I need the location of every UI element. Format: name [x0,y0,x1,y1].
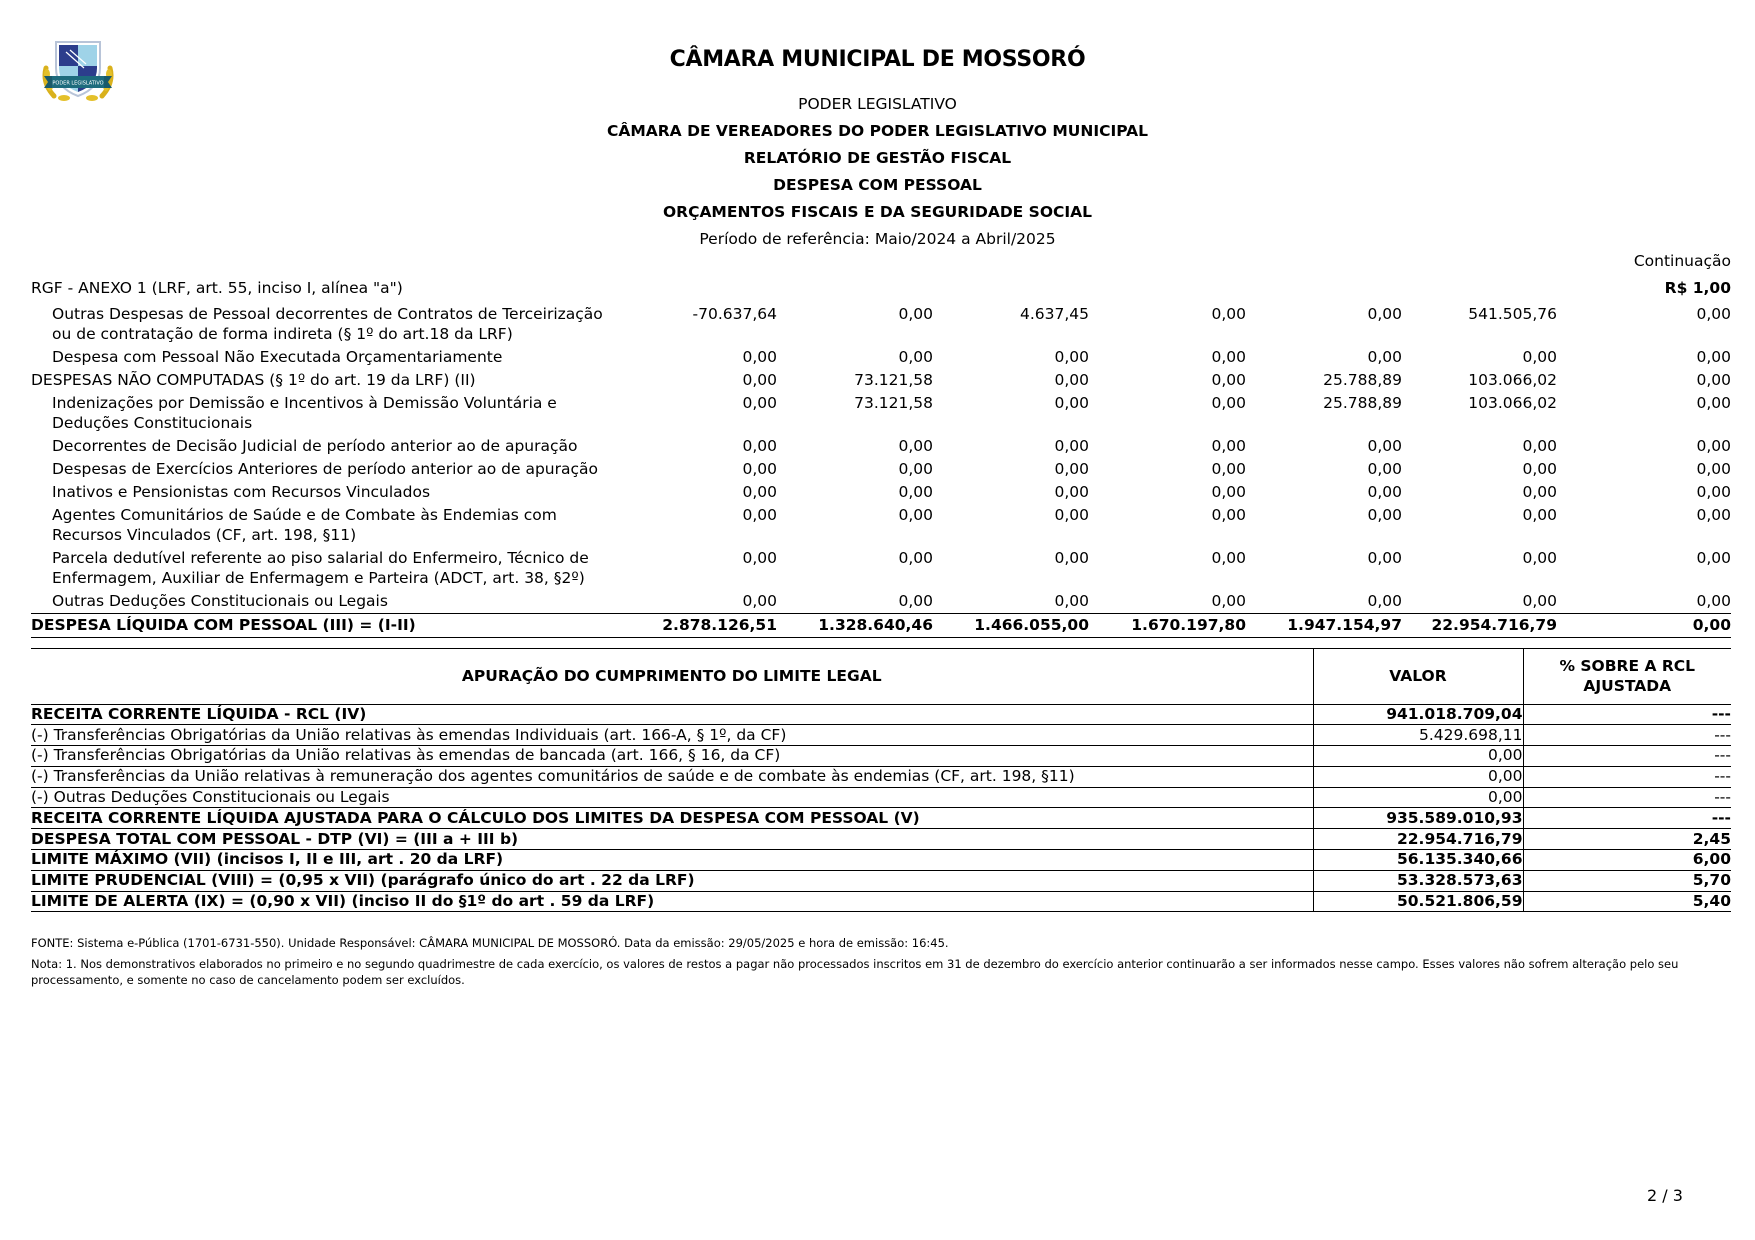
table-row [31,369,1731,392]
apuracao-valor: 50.521.806,59 [1313,891,1523,912]
value-cell: -70.637,64 [692,305,777,323]
apuracao-label: (-) Outras Deduções Constitucionais ou Legais [31,787,1313,808]
table-row [31,346,1731,369]
apuracao-label: LIMITE MÁXIMO (VII) (incisos I, II e III, art . 20 da LRF) [31,850,1313,871]
value-cell: 25.788,89 [1323,394,1402,412]
value-cell: 0,00 [1367,483,1402,501]
value-cell: 0,00 [1696,506,1731,524]
apuracao-percentual: --- [1523,725,1731,746]
value-cell: 22.954.716,79 [1402,614,1557,638]
value-cell: 0,00 [1522,506,1557,524]
value-cell: 0,00 [1696,305,1731,323]
header-line-despesa: DESPESA COM PESSOAL [773,176,982,194]
header-line-camara: CÂMARA DE VEREADORES DO PODER LEGISLATIVO MUNICIPAL [606,122,1149,140]
apuracao-row [31,766,1731,787]
table-row [31,392,1731,435]
value-cell: 0,00 [1522,460,1557,478]
table-row [31,458,1731,481]
value-cell: 0,00 [1211,348,1246,366]
header-line-poder: PODER LEGISLATIVO [798,95,957,113]
apuracao-valor: 941.018.709,04 [1313,704,1523,725]
value-cell: 0,00 [1367,437,1402,455]
row-label: Despesas de Exercícios Anteriores de período anterior ao de apuração [52,460,599,478]
apuracao-label: RECEITA CORRENTE LÍQUIDA AJUSTADA PARA O CÁLCULO DOS LIMITES DA DESPESA COM PESSOAL (V) [31,808,1313,829]
value-cell: 0,00 [1211,460,1246,478]
apuracao-valor: 5.429.698,11 [1313,725,1523,746]
row-label: DESPESAS NÃO COMPUTADAS (§ 1º do art. 19 da LRF) (II) [31,371,476,389]
value-cell: 0,00 [1054,437,1089,455]
value-cell: 0,00 [1211,394,1246,412]
apuracao-valor: 53.328.573,63 [1313,870,1523,891]
value-cell: 0,00 [1696,348,1731,366]
unit-label: R$ 1,00 [1664,279,1731,297]
apuracao-percentual: --- [1523,704,1731,725]
value-cell: 0,00 [1054,592,1089,610]
apuracao-header-descricao: APURAÇÃO DO CUMPRIMENTO DO LIMITE LEGAL [31,648,1313,704]
value-cell: 0,00 [1211,483,1246,501]
value-cell: 0,00 [1367,460,1402,478]
apuracao-header-row [31,648,1731,704]
value-cell: 0,00 [1054,348,1089,366]
value-cell: 0,00 [1054,460,1089,478]
value-cell: 0,00 [742,460,777,478]
value-cell: 25.788,89 [1323,371,1402,389]
value-cell: 0,00 [1696,371,1731,389]
continuacao-label: Continuação [1633,252,1731,270]
value-cell: 0,00 [1696,483,1731,501]
value-cell: 103.066,02 [1468,371,1557,389]
apuracao-header-percentual: % SOBRE A RCL AJUSTADA [1523,648,1731,704]
value-cell: 0,00 [898,460,933,478]
apuracao-label: RECEITA CORRENTE LÍQUIDA - RCL (IV) [31,704,1313,725]
table-row [31,590,1731,614]
value-cell: 1.328.640,46 [777,614,933,638]
value-cell: 0,00 [1054,394,1089,412]
svg-text:PODER LEGISLATIVO: PODER LEGISLATIVO [52,80,104,87]
value-cell: 0,00 [1557,614,1731,638]
header-line-relatorio: RELATÓRIO DE GESTÃO FISCAL [743,149,1012,167]
value-cell: 0,00 [898,506,933,524]
value-cell: 0,00 [898,483,933,501]
apuracao-percentual: --- [1523,787,1731,808]
row-label: Indenizações por Demissão e Incentivos à Demissão Voluntária e Deduções Constitucionais [52,394,557,432]
value-cell: 0,00 [742,483,777,501]
apuracao-percentual: 5,40 [1523,891,1731,912]
value-cell: 0,00 [1211,549,1246,567]
apuracao-valor: 0,00 [1313,766,1523,787]
value-cell: 0,00 [1054,506,1089,524]
row-label: Outras Deduções Constitucionais ou Legais [52,592,388,610]
value-cell: 1.466.055,00 [933,614,1089,638]
value-cell: 0,00 [898,592,933,610]
apuracao-label: (-) Transferências da União relativas à remuneração dos agentes comunitários de saúde e de combate às endemias (CF, art. 198, §11) [31,766,1313,787]
apuracao-label: (-) Transferências Obrigatórias da União relativas às emendas de bancada (art. 166, § 16, da CF) [31,746,1313,767]
value-cell: 0,00 [1696,394,1731,412]
apuracao-label: LIMITE DE ALERTA (IX) = (0,90 x VII) (inciso II do §1º do art . 59 da LRF) [31,891,1313,912]
apuracao-label: DESPESA TOTAL COM PESSOAL - DTP (VI) = (III a + III b) [31,829,1313,850]
value-cell: 0,00 [1696,592,1731,610]
apuracao-table [31,648,1731,912]
value-cell: 0,00 [1211,305,1246,323]
header-line-periodo: Período de referência: Maio/2024 a Abril/2025 [699,230,1056,248]
value-cell: 0,00 [1211,506,1246,524]
apuracao-row [31,746,1731,767]
value-cell: 0,00 [898,437,933,455]
apuracao-percentual: 5,70 [1523,870,1731,891]
apuracao-valor: 22.954.716,79 [1313,829,1523,850]
page-title: CÂMARA MUNICIPAL DE MOSSORÓ [669,47,1086,72]
row-label: Agentes Comunitários de Saúde e de Combate às Endemias com Recursos Vinculados (CF, art. 198, §11) [52,506,557,544]
value-cell: 0,00 [1696,437,1731,455]
apuracao-row [31,870,1731,891]
value-cell: 0,00 [742,549,777,567]
value-cell: 0,00 [742,437,777,455]
value-cell: 0,00 [1211,437,1246,455]
apuracao-percentual: --- [1523,746,1731,767]
fonte-note: FONTE: Sistema e-Pública (1701-6731-550). Unidade Responsável: CÂMARA MUNICIPAL DE MOSSORÓ. Data da emissão: 29/05/2025 e hora de emissão: 16:45. [31,936,949,950]
apuracao-row [31,808,1731,829]
value-cell: 0,00 [742,592,777,610]
apuracao-percentual: --- [1523,766,1731,787]
value-cell: 103.066,02 [1468,394,1557,412]
table-row [31,481,1731,504]
value-cell: 0,00 [1054,371,1089,389]
value-cell: 1.670.197,80 [1089,614,1246,638]
row-label: DESPESA LÍQUIDA COM PESSOAL (III) = (I-II) [31,614,611,638]
row-label: Decorrentes de Decisão Judicial de período anterior ao de apuração [52,437,578,455]
value-cell: 0,00 [742,394,777,412]
apuracao-row [31,891,1731,912]
page-number: 2 / 3 [1647,1186,1683,1205]
value-cell: 0,00 [1367,506,1402,524]
value-cell: 0,00 [742,506,777,524]
value-cell: 4.637,45 [1019,305,1089,323]
value-cell: 0,00 [898,305,933,323]
row-label: Despesa com Pessoal Não Executada Orçamentariamente [52,348,503,366]
apuracao-label: (-) Transferências Obrigatórias da União relativas às emendas Individuais (art. 166-A, § 1º, da CF) [31,725,1313,746]
value-cell: 0,00 [1522,592,1557,610]
value-cell: 1.947.154,97 [1246,614,1402,638]
value-cell: 0,00 [742,371,777,389]
apuracao-row [31,850,1731,871]
value-cell: 73.121,58 [854,394,933,412]
value-cell: 0,00 [1696,460,1731,478]
apuracao-row [31,704,1731,725]
value-cell: 0,00 [1211,371,1246,389]
value-cell: 0,00 [1367,549,1402,567]
apuracao-row [31,725,1731,746]
row-label: Inativos e Pensionistas com Recursos Vinculados [52,483,431,501]
value-cell: 0,00 [1367,348,1402,366]
value-cell: 0,00 [1367,592,1402,610]
value-cell: 0,00 [1211,592,1246,610]
value-cell: 0,00 [1522,549,1557,567]
nota-text: Nota: 1. Nos demonstrativos elaborados no primeiro e no segundo quadrimestre de cada exercício, os valores de restos a pagar não processados inscritos em 31 de dezembro do exercício anterior continuarão a ser informados nesse campo. Esses valores não sofrem alteração pelo seu processamento, e somente no caso de cancelamento podem ser excluídos. [31,957,1679,987]
apuracao-percentual: 6,00 [1523,850,1731,871]
apuracao-label: LIMITE PRUDENCIAL (VIII) = (0,95 x VII) (parágrafo único do art . 22 da LRF) [31,870,1313,891]
anexo-label: RGF - ANEXO 1 (LRF, art. 55, inciso I, alínea "a") [31,279,403,297]
value-cell: 0,00 [898,348,933,366]
table-row [31,303,1731,346]
value-cell: 73.121,58 [854,371,933,389]
value-cell: 2.878.126,51 [611,614,777,638]
row-label: Outras Despesas de Pessoal decorrentes de Contratos de Terceirização ou de contratação de forma indireta (§ 1º do art.18 da LRF) [52,305,603,343]
value-cell: 541.505,76 [1468,305,1557,323]
value-cell: 0,00 [1054,549,1089,567]
apuracao-valor: 56.135.340,66 [1313,850,1523,871]
total-row [31,614,1731,638]
value-cell: 0,00 [1522,348,1557,366]
value-cell: 0,00 [1522,483,1557,501]
table-row [31,435,1731,458]
value-cell: 0,00 [742,348,777,366]
value-cell: 0,00 [898,549,933,567]
apuracao-valor: 935.589.010,93 [1313,808,1523,829]
table-row [31,547,1731,590]
apuracao-percentual: 2,45 [1523,829,1731,850]
value-cell: 0,00 [1367,305,1402,323]
table-row [31,504,1731,547]
apuracao-header-valor: VALOR [1313,648,1523,704]
despesa-table [31,303,1731,638]
apuracao-valor: 0,00 [1313,746,1523,767]
report-header [0,42,1755,253]
apuracao-row [31,829,1731,850]
apuracao-percentual: --- [1523,808,1731,829]
value-cell: 0,00 [1522,437,1557,455]
header-line-orcamentos: ORÇAMENTOS FISCAIS E DA SEGURIDADE SOCIAL [662,203,1093,221]
row-label: Parcela dedutível referente ao piso salarial do Enfermeiro, Técnico de Enfermagem, Auxiliar de Enfermagem e Parteira (ADCT, art. 38, §2º) [52,549,589,587]
apuracao-valor: 0,00 [1313,787,1523,808]
value-cell: 0,00 [1696,549,1731,567]
value-cell: 0,00 [1054,483,1089,501]
apuracao-row [31,787,1731,808]
